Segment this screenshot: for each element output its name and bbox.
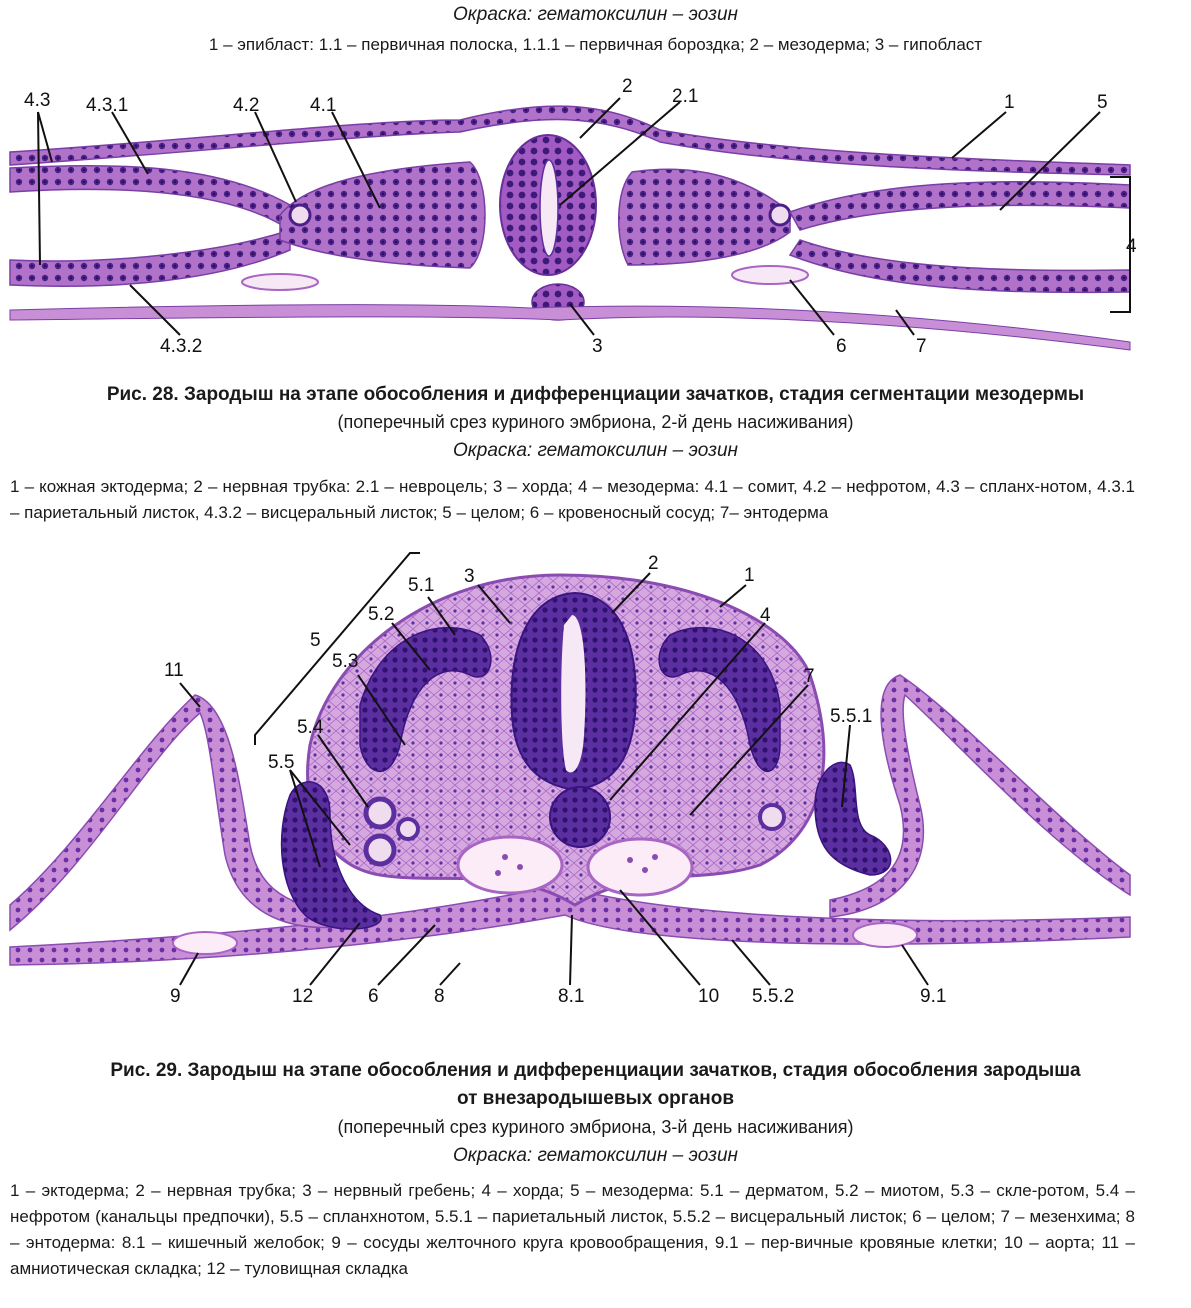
fig29-stain-line: Окраска: гематоксилин – эозин <box>453 1145 738 1166</box>
fig29-label-5-5: 5.5 <box>268 752 295 773</box>
fig29-right-splanchnotome <box>815 762 891 875</box>
fig29-label-2: 2 <box>648 553 659 574</box>
fig28-left-parietal <box>10 166 290 230</box>
fig29-nephric-tubule-3 <box>366 836 394 864</box>
fig28-label-2-1: 2.1 <box>672 86 699 107</box>
fig29-label-5-5-2: 5.5.2 <box>752 986 795 1007</box>
fig29-aorta-left <box>458 837 562 893</box>
fig28-label-1: 1 <box>1004 92 1015 113</box>
fig29-caption-line1: Рис. 29. Зародыш на этапе обособления и дифференциации зачатков, стадия обособления зародыша <box>110 1060 1081 1081</box>
fig28-label-2: 2 <box>622 76 633 97</box>
fig28-right-parietal <box>790 182 1130 230</box>
fig28-stain-line: Окраска: гематоксилин – эозин <box>453 440 738 461</box>
fig29-label-5-5-1: 5.5.1 <box>830 706 873 727</box>
fig28-label-4-3-2: 4.3.2 <box>160 336 203 357</box>
fig29-caption-line2: от внезародышевых органов <box>456 1088 735 1109</box>
fig28-label-6: 6 <box>836 336 847 357</box>
fig29-nephric-tubule-1 <box>366 799 394 827</box>
fig28-right-nephrotome <box>770 205 790 225</box>
fig29-notochord <box>550 787 610 847</box>
fig28-label-7: 7 <box>916 336 927 357</box>
fig29-label-1: 1 <box>744 565 755 586</box>
fig29-label-3: 3 <box>464 566 475 587</box>
fig28-label-4: 4 <box>1126 236 1137 257</box>
fig28-right-visceral <box>790 240 1130 292</box>
fig29-label-8-1: 8.1 <box>558 986 585 1007</box>
fig29-neural-canal <box>561 615 585 772</box>
fig28-label-4-3: 4.3 <box>24 90 51 111</box>
fig29-subtitle: (поперечный срез куриного эмбриона, 3-й день насиживания) <box>337 1117 854 1137</box>
fig29-legend: 1 – эктодерма; 2 – нервная трубка; 3 – нервный гребень; 4 – хорда; 5 – мезодерма: 5.1 – дерматом, 5.2 – миотом, 5.3 – скле-ротом, 5.4 – нефротом (канальцы предпочки), 5.5 – спланхнотом, 5.5.1 – париетальный листок, 5.5.2 – висцеральный листок; 6 – целом; 7 – мезенхима; 8 – энтодерма: 8.1 – кишечный желобок; 9 – сосуды желточного круга кровообращения, 9.1 – пер-вичные кровяные клетки; 10 – аорта; 11 – амниотическая складка; 12 – туловищная складка <box>10 1181 1135 1278</box>
fig28-illustration <box>0 80 1191 360</box>
fig29-nephric-tubule-2 <box>398 819 418 839</box>
fig29-label-8: 8 <box>434 986 445 1007</box>
fig29-vitelline-vessel-left <box>173 932 237 954</box>
fig29-label-9-1: 9.1 <box>920 986 947 1007</box>
fig28-vessel-right <box>732 266 808 284</box>
fig28-legend: 1 – кожная эктодерма; 2 – нервная трубка: 2.1 – невроцель; 3 – хорда; 4 – мезодерма: 4.1 – сомит, 4.2 – нефротом, 4.3 – спланх-нотом, 4.3.1 – париетальный листок, 4.3.2 – висцеральный листок; 5 – целом; 6 – кровеносный сосуд; 7– энтодерма <box>10 477 1135 522</box>
fig28-neurocoel <box>540 160 558 256</box>
fig29-nephric-tubule-right <box>760 805 784 829</box>
fig29-aorta-right <box>588 839 692 895</box>
fig29-label-12: 12 <box>292 986 314 1007</box>
fig29-right-amniotic-fold <box>830 675 1130 917</box>
fig28-label-3: 3 <box>592 336 603 357</box>
top-stain-line: Окраска: гематоксилин – эозин <box>453 4 738 25</box>
fig28-label-4-1: 4.1 <box>310 95 337 116</box>
fig28-right-somite <box>619 169 790 265</box>
top-legend: 1 – эпибласт: 1.1 – первичная полоска, 1.1.1 – первичная бороздка; 2 – мезодерма; 3 – гипобласт <box>208 35 983 54</box>
fig29-label-4: 4 <box>760 605 771 626</box>
fig29-label-5-2: 5.2 <box>368 604 395 625</box>
fig29-label-5-1: 5.1 <box>408 575 435 596</box>
fig29-label-5: 5 <box>310 630 321 651</box>
fig28-caption: Рис. 28. Зародыш на этапе обособления и дифференциации зачатков, стадия сегментации мезодермы <box>106 384 1085 405</box>
fig29-illustration <box>0 545 1191 1015</box>
fig29-label-5-3: 5.3 <box>332 651 359 672</box>
fig29-vitelline-vessel-right <box>853 923 917 947</box>
fig28-label-4-3-1: 4.3.1 <box>86 95 129 116</box>
fig29-label-6: 6 <box>368 986 379 1007</box>
fig29-label-11: 11 <box>164 660 184 681</box>
fig28-label-4-2: 4.2 <box>233 95 260 116</box>
fig29-label-5-4: 5.4 <box>297 717 324 738</box>
fig29-label-10: 10 <box>698 986 720 1007</box>
fig29-label-9: 9 <box>170 986 181 1007</box>
fig28-left-nephrotome <box>290 205 310 225</box>
fig28-label-5: 5 <box>1097 92 1108 113</box>
fig29-label-7: 7 <box>804 666 815 687</box>
fig28-vessel-left <box>242 274 318 290</box>
fig28-subtitle: (поперечный срез куриного эмбриона, 2-й день насиживания) <box>337 412 854 432</box>
